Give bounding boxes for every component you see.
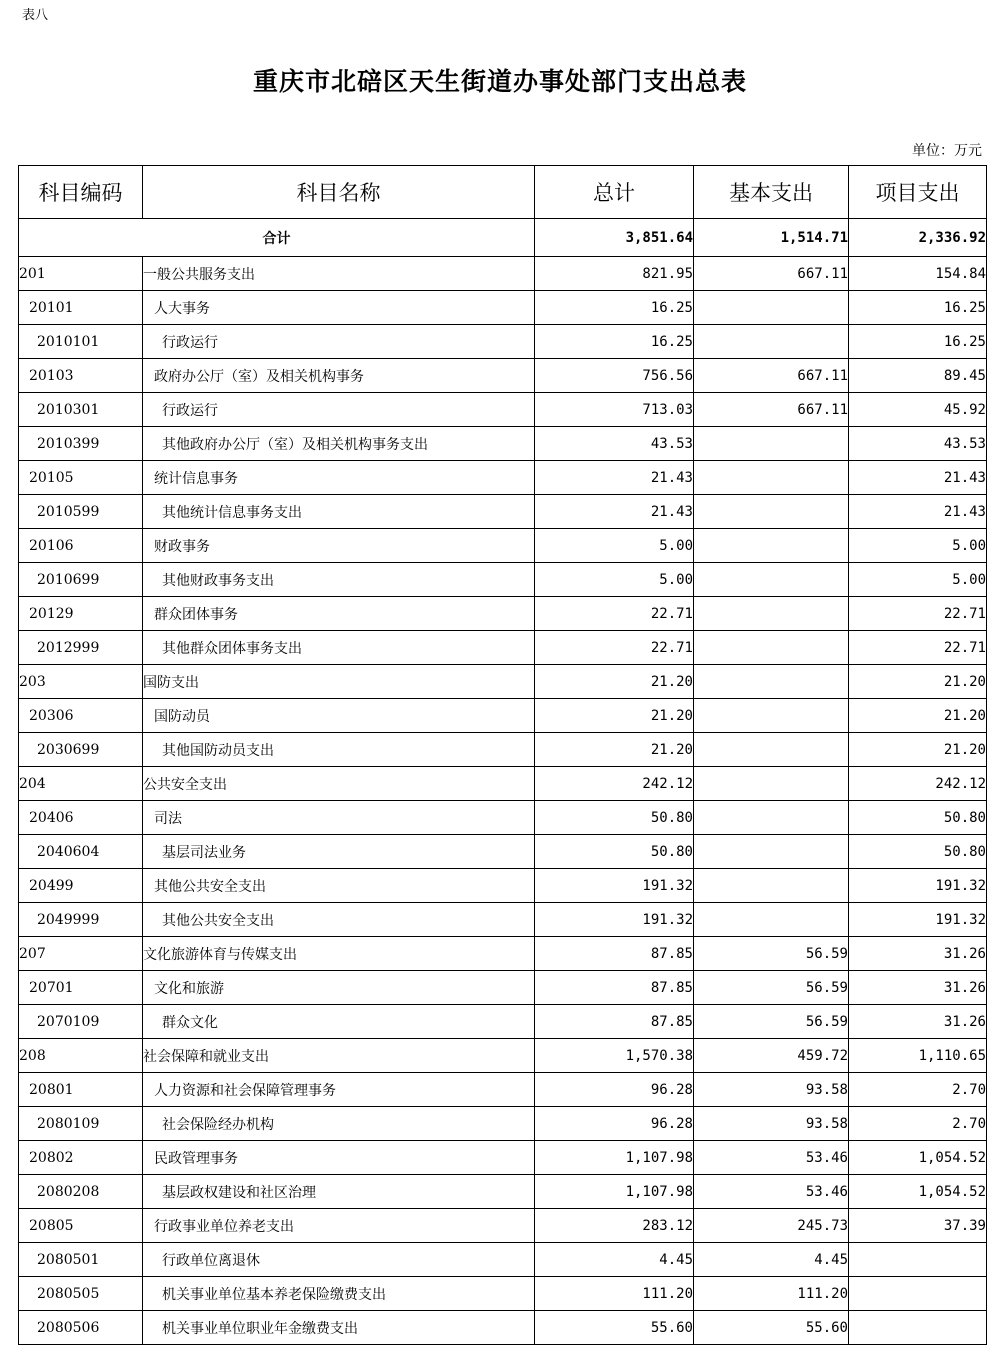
row-total: 50.80 — [535, 835, 694, 869]
row-project: 50.80 — [849, 801, 987, 835]
row-basic — [694, 495, 849, 529]
row-total: 756.56 — [535, 359, 694, 393]
row-code: 2080109 — [19, 1107, 143, 1141]
table-row — [19, 733, 987, 767]
total-sum: 3,851.64 — [535, 219, 694, 257]
row-total: 4.45 — [535, 1243, 694, 1277]
table-row — [19, 291, 987, 325]
row-basic: 56.59 — [694, 1005, 849, 1039]
row-total: 283.12 — [535, 1209, 694, 1243]
row-project: 45.92 — [849, 393, 987, 427]
row-project: 191.32 — [849, 903, 987, 937]
row-project: 5.00 — [849, 563, 987, 597]
row-basic: 667.11 — [694, 359, 849, 393]
table-row — [19, 937, 987, 971]
row-basic: 667.11 — [694, 393, 849, 427]
row-code: 2080501 — [19, 1243, 143, 1277]
row-code: 20805 — [19, 1209, 143, 1243]
row-name: 社会保险经办机构 — [143, 1107, 535, 1141]
row-project: 2.70 — [849, 1107, 987, 1141]
row-code: 2070109 — [19, 1005, 143, 1039]
row-total: 191.32 — [535, 869, 694, 903]
table-row — [19, 1277, 987, 1311]
row-project: 16.25 — [849, 325, 987, 359]
row-name: 民政管理事务 — [143, 1141, 535, 1175]
row-project: 1,054.52 — [849, 1175, 987, 1209]
row-code: 20105 — [19, 461, 143, 495]
row-total: 21.43 — [535, 495, 694, 529]
row-basic — [694, 529, 849, 563]
row-project: 50.80 — [849, 835, 987, 869]
row-code: 20802 — [19, 1141, 143, 1175]
table-row — [19, 1209, 987, 1243]
table-row — [19, 971, 987, 1005]
table-row — [19, 359, 987, 393]
row-name: 其他国防动员支出 — [143, 733, 535, 767]
row-name: 统计信息事务 — [143, 461, 535, 495]
row-code: 2010399 — [19, 427, 143, 461]
row-name: 其他公共安全支出 — [143, 903, 535, 937]
row-code: 2080208 — [19, 1175, 143, 1209]
row-project: 2.70 — [849, 1073, 987, 1107]
row-code: 2040604 — [19, 835, 143, 869]
row-project: 21.20 — [849, 665, 987, 699]
row-total: 5.00 — [535, 529, 694, 563]
row-total: 16.25 — [535, 291, 694, 325]
table-row — [19, 869, 987, 903]
row-total: 713.03 — [535, 393, 694, 427]
row-project: 191.32 — [849, 869, 987, 903]
row-project: 21.20 — [849, 733, 987, 767]
row-basic: 4.45 — [694, 1243, 849, 1277]
table-row — [19, 257, 987, 291]
row-basic — [694, 427, 849, 461]
row-project — [849, 1243, 987, 1277]
row-project: 5.00 — [849, 529, 987, 563]
row-basic — [694, 631, 849, 665]
header-project: 项目支出 — [849, 166, 987, 219]
row-name: 国防动员 — [143, 699, 535, 733]
header-code: 科目编码 — [19, 166, 143, 219]
table-row — [19, 325, 987, 359]
row-code: 20103 — [19, 359, 143, 393]
unit-label: 单位：万元 — [912, 143, 982, 159]
row-name: 文化和旅游 — [143, 971, 535, 1005]
row-code: 20406 — [19, 801, 143, 835]
row-basic — [694, 835, 849, 869]
table-row — [19, 767, 987, 801]
row-project: 242.12 — [849, 767, 987, 801]
row-project: 37.39 — [849, 1209, 987, 1243]
row-name: 文化旅游体育与传媒支出 — [143, 937, 535, 971]
row-total: 50.80 — [535, 801, 694, 835]
row-total: 87.85 — [535, 1005, 694, 1039]
row-project: 89.45 — [849, 359, 987, 393]
row-total: 16.25 — [535, 325, 694, 359]
total-project: 2,336.92 — [849, 219, 987, 257]
row-project: 22.71 — [849, 631, 987, 665]
row-code: 2080505 — [19, 1277, 143, 1311]
row-total: 87.85 — [535, 971, 694, 1005]
row-code: 2030699 — [19, 733, 143, 767]
table-number: 表八 — [22, 8, 49, 23]
table-row — [19, 1311, 987, 1345]
row-name: 其他政府办公厅（室）及相关机构事务支出 — [143, 427, 535, 461]
row-basic: 56.59 — [694, 937, 849, 971]
row-name: 行政运行 — [143, 393, 535, 427]
row-name: 政府办公厅（室）及相关机构事务 — [143, 359, 535, 393]
row-basic — [694, 597, 849, 631]
row-code: 20499 — [19, 869, 143, 903]
row-project: 154.84 — [849, 257, 987, 291]
row-total: 96.28 — [535, 1107, 694, 1141]
row-basic — [694, 325, 849, 359]
total-row — [19, 219, 987, 257]
table-row — [19, 903, 987, 937]
row-basic — [694, 903, 849, 937]
table-row — [19, 1243, 987, 1277]
row-project — [849, 1277, 987, 1311]
row-code: 2010301 — [19, 393, 143, 427]
row-code: 204 — [19, 767, 143, 801]
row-project: 21.43 — [849, 495, 987, 529]
row-project: 22.71 — [849, 597, 987, 631]
row-project: 31.26 — [849, 937, 987, 971]
row-basic — [694, 563, 849, 597]
table-row — [19, 529, 987, 563]
table-row — [19, 461, 987, 495]
row-name: 基层政权建设和社区治理 — [143, 1175, 535, 1209]
row-code: 2010699 — [19, 563, 143, 597]
row-total: 22.71 — [535, 631, 694, 665]
table-row — [19, 393, 987, 427]
row-total: 96.28 — [535, 1073, 694, 1107]
table-row — [19, 1175, 987, 1209]
row-project: 43.53 — [849, 427, 987, 461]
expenditure-table — [18, 165, 987, 1345]
row-total: 21.20 — [535, 665, 694, 699]
row-basic — [694, 801, 849, 835]
header-basic: 基本支出 — [694, 166, 849, 219]
row-basic — [694, 291, 849, 325]
row-basic — [694, 665, 849, 699]
row-name: 行政单位离退休 — [143, 1243, 535, 1277]
row-basic: 459.72 — [694, 1039, 849, 1073]
row-name: 财政事务 — [143, 529, 535, 563]
row-total: 1,570.38 — [535, 1039, 694, 1073]
row-name: 行政运行 — [143, 325, 535, 359]
total-basic: 1,514.71 — [694, 219, 849, 257]
row-basic — [694, 699, 849, 733]
document-title: 重庆市北碚区天生街道办事处部门支出总表 — [252, 67, 747, 96]
table-row — [19, 1141, 987, 1175]
row-name: 一般公共服务支出 — [143, 257, 535, 291]
row-basic: 667.11 — [694, 257, 849, 291]
row-code: 2010599 — [19, 495, 143, 529]
row-basic: 53.46 — [694, 1141, 849, 1175]
row-name: 人力资源和社会保障管理事务 — [143, 1073, 535, 1107]
row-basic: 245.73 — [694, 1209, 849, 1243]
row-project: 1,110.65 — [849, 1039, 987, 1073]
table-row — [19, 835, 987, 869]
row-basic — [694, 767, 849, 801]
table-row — [19, 597, 987, 631]
table-row — [19, 801, 987, 835]
row-project — [849, 1311, 987, 1345]
row-total: 111.20 — [535, 1277, 694, 1311]
row-name: 公共安全支出 — [143, 767, 535, 801]
row-total: 821.95 — [535, 257, 694, 291]
row-basic — [694, 733, 849, 767]
row-code: 207 — [19, 937, 143, 971]
table-row — [19, 699, 987, 733]
row-total: 1,107.98 — [535, 1175, 694, 1209]
header-total: 总计 — [535, 166, 694, 219]
row-code: 2012999 — [19, 631, 143, 665]
row-project: 1,054.52 — [849, 1141, 987, 1175]
row-basic: 93.58 — [694, 1073, 849, 1107]
row-name: 人大事务 — [143, 291, 535, 325]
row-code: 20701 — [19, 971, 143, 1005]
table-row — [19, 631, 987, 665]
row-name: 基层司法业务 — [143, 835, 535, 869]
row-basic: 56.59 — [694, 971, 849, 1005]
row-project: 31.26 — [849, 1005, 987, 1039]
row-total: 5.00 — [535, 563, 694, 597]
row-total: 22.71 — [535, 597, 694, 631]
row-basic: 111.20 — [694, 1277, 849, 1311]
table-row — [19, 427, 987, 461]
table-row — [19, 1039, 987, 1073]
row-basic: 93.58 — [694, 1107, 849, 1141]
row-basic — [694, 461, 849, 495]
row-total: 87.85 — [535, 937, 694, 971]
row-name: 社会保障和就业支出 — [143, 1039, 535, 1073]
table-row — [19, 1005, 987, 1039]
row-total: 242.12 — [535, 767, 694, 801]
row-name: 其他统计信息事务支出 — [143, 495, 535, 529]
row-code: 2010101 — [19, 325, 143, 359]
row-basic — [694, 869, 849, 903]
row-code: 203 — [19, 665, 143, 699]
row-total: 21.43 — [535, 461, 694, 495]
row-name: 机关事业单位职业年金缴费支出 — [143, 1311, 535, 1345]
row-code: 20306 — [19, 699, 143, 733]
row-total: 21.20 — [535, 699, 694, 733]
row-code: 20101 — [19, 291, 143, 325]
table-row — [19, 1107, 987, 1141]
row-code: 208 — [19, 1039, 143, 1073]
row-project: 21.20 — [849, 699, 987, 733]
row-total: 55.60 — [535, 1311, 694, 1345]
row-total: 1,107.98 — [535, 1141, 694, 1175]
row-project: 16.25 — [849, 291, 987, 325]
total-label: 合计 — [19, 219, 535, 257]
table-row — [19, 1073, 987, 1107]
row-name: 其他公共安全支出 — [143, 869, 535, 903]
header-row — [19, 166, 987, 219]
row-name: 其他财政事务支出 — [143, 563, 535, 597]
row-code: 20801 — [19, 1073, 143, 1107]
row-name: 群众团体事务 — [143, 597, 535, 631]
table-row — [19, 495, 987, 529]
row-code: 2049999 — [19, 903, 143, 937]
header-name: 科目名称 — [143, 166, 535, 219]
row-name: 国防支出 — [143, 665, 535, 699]
row-total: 43.53 — [535, 427, 694, 461]
row-total: 191.32 — [535, 903, 694, 937]
row-name: 群众文化 — [143, 1005, 535, 1039]
row-project: 31.26 — [849, 971, 987, 1005]
row-total: 21.20 — [535, 733, 694, 767]
row-code: 2080506 — [19, 1311, 143, 1345]
table-row — [19, 665, 987, 699]
table-row — [19, 563, 987, 597]
row-code: 20106 — [19, 529, 143, 563]
row-name: 其他群众团体事务支出 — [143, 631, 535, 665]
row-name: 机关事业单位基本养老保险缴费支出 — [143, 1277, 535, 1311]
row-project: 21.43 — [849, 461, 987, 495]
row-name: 司法 — [143, 801, 535, 835]
row-name: 行政事业单位养老支出 — [143, 1209, 535, 1243]
row-code: 201 — [19, 257, 143, 291]
row-basic: 55.60 — [694, 1311, 849, 1345]
row-basic: 53.46 — [694, 1175, 849, 1209]
row-code: 20129 — [19, 597, 143, 631]
